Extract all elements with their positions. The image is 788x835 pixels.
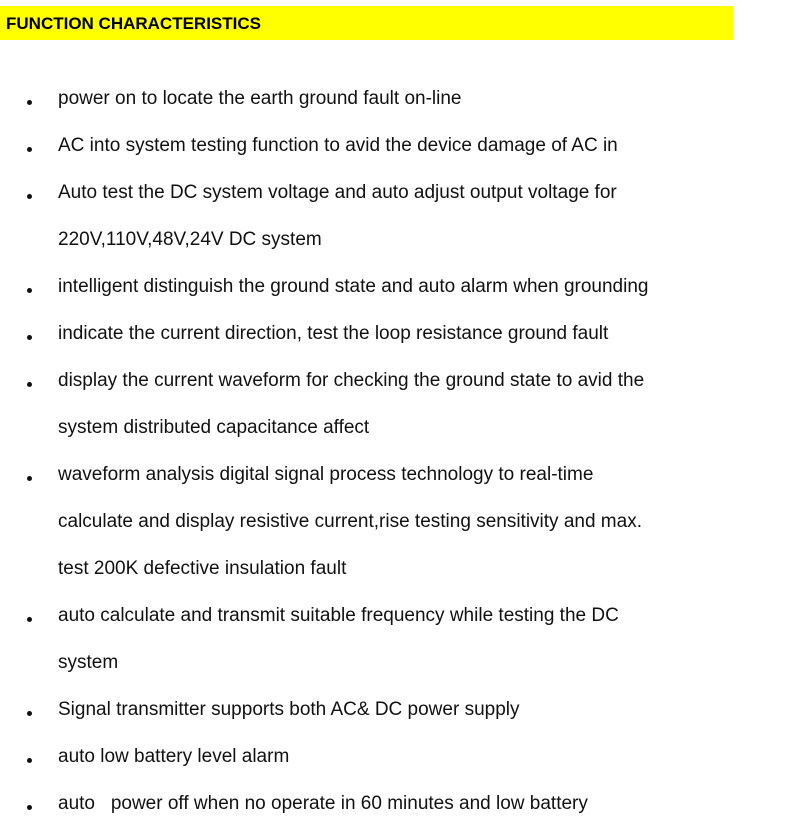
bullet-icon bbox=[27, 758, 32, 763]
list-item-text-continued: system bbox=[58, 652, 119, 673]
list-item bbox=[0, 741, 788, 788]
list-item bbox=[0, 318, 788, 365]
bullet-icon bbox=[27, 476, 32, 481]
bullet-icon bbox=[27, 335, 32, 340]
bullet-icon bbox=[27, 288, 32, 293]
feature-list bbox=[0, 83, 788, 835]
list-item-text: display the current waveform for checking the ground state to avid the bbox=[58, 370, 645, 391]
list-item-text-continued: test 200K defective insulation fault bbox=[58, 558, 347, 579]
section-heading-highlight bbox=[0, 6, 733, 40]
list-item bbox=[0, 83, 788, 130]
list-item-text: power on to locate the earth ground fault on-line bbox=[58, 88, 462, 109]
list-item-text-continued: calculate and display resistive current,rise testing sensitivity and max. bbox=[58, 511, 642, 532]
list-item-text: waveform analysis digital signal process technology to real-time bbox=[58, 464, 594, 485]
bullet-icon bbox=[27, 194, 32, 199]
list-item bbox=[0, 130, 788, 177]
list-item bbox=[0, 365, 788, 459]
bullet-icon bbox=[27, 100, 32, 105]
section-heading: FUNCTION CHARACTERISTICS bbox=[6, 14, 261, 33]
list-item-text: indicate the current direction, test the loop resistance ground fault bbox=[58, 323, 609, 344]
bullet-icon bbox=[27, 711, 32, 716]
bullet-icon bbox=[27, 617, 32, 622]
bullet-icon bbox=[27, 382, 32, 387]
list-item-text: Signal transmitter supports both AC& DC power supply bbox=[58, 699, 520, 720]
list-item-text: Auto test the DC system voltage and auto adjust output voltage for bbox=[58, 182, 617, 203]
list-item bbox=[0, 459, 788, 600]
bullet-icon bbox=[27, 805, 32, 810]
list-item bbox=[0, 177, 788, 271]
list-item-text-continued: 220V,110V,48V,24V DC system bbox=[58, 229, 322, 250]
list-item-text: intelligent distinguish the ground state and auto alarm when grounding bbox=[58, 276, 649, 297]
list-item bbox=[0, 271, 788, 318]
list-item-text: auto power off when no operate in 60 minutes and low battery bbox=[58, 793, 588, 814]
list-item bbox=[0, 694, 788, 741]
list-item-text: AC into system testing function to avid the device damage of AC in bbox=[58, 135, 618, 156]
list-item-text: auto calculate and transmit suitable frequency while testing the DC bbox=[58, 605, 619, 626]
list-item-text: auto low battery level alarm bbox=[58, 746, 290, 767]
list-item-text-continued: system distributed capacitance affect bbox=[58, 417, 370, 438]
list-item bbox=[0, 788, 788, 835]
list-item bbox=[0, 600, 788, 694]
bullet-icon bbox=[27, 147, 32, 152]
